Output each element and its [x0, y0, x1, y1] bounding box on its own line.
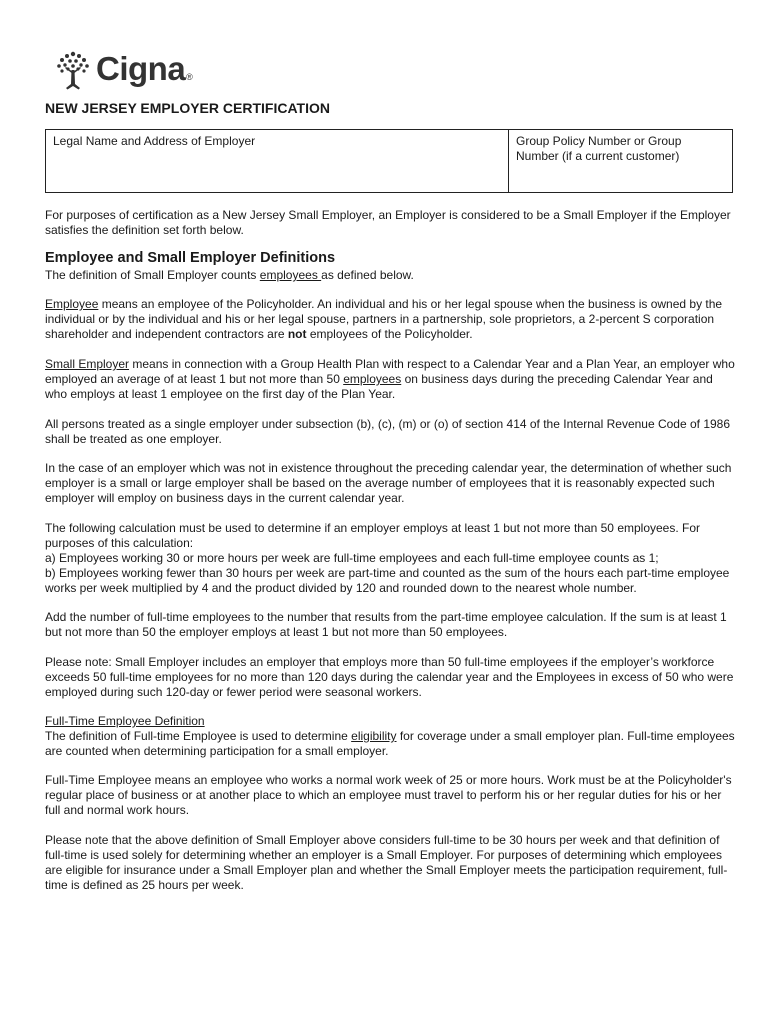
small-employer-definition	[45, 357, 735, 402]
ft-def-before: The definition of Full-time Employee is used to determine	[45, 729, 352, 743]
certification-table	[45, 129, 733, 193]
group-policy-field[interactable]	[509, 130, 732, 192]
calculation-intro: The following calculation must be used to determine if an employer employs at least 1 but not more than 50 employees. For purposes of this calculation:	[45, 521, 701, 550]
full-time-definition-block	[45, 714, 735, 759]
full-time-definition	[45, 729, 735, 759]
legal-name-label: Legal Name and Address of Employer	[53, 134, 256, 148]
definition-intro-before: The definition of Small Employer counts	[45, 268, 260, 282]
employee-text-after: employees of the Policyholder.	[306, 327, 473, 341]
eligibility-link: eligibility	[351, 729, 397, 743]
definition-intro-after: as defined below.	[321, 268, 414, 282]
small-employer-term: Small Employer	[45, 357, 130, 371]
single-employer-paragraph: All persons treated as a single employer under subsection (b), (c), (m) or (o) of section 414 of the Internal Revenue Code of 1986 shall be treated as one employer.	[45, 417, 731, 446]
calculation-item-a: a) Employees working 30 or more hours per week are full-time employees and each full-time employee counts as 1;	[45, 551, 659, 565]
legal-name-field[interactable]	[46, 130, 509, 192]
calculation-block	[45, 521, 735, 596]
tree-of-life-icon	[54, 50, 92, 92]
registered-mark: ®	[186, 72, 193, 82]
cigna-wordmark: Cigna	[96, 50, 186, 87]
employee-not: not	[287, 327, 307, 341]
add-number-paragraph: Add the number of full-time employees to the number that results from the part-time employee calculation. If the sum is at least 1 but not more than 50 the employer employs at least 1 but not more than 50 employees.	[45, 610, 727, 639]
full-time-heading: Full-Time Employee Definition	[45, 714, 205, 728]
intro-paragraph: For purposes of certification as a New Jersey Small Employer, an Employer is considered to be a Small Employer if the Employer satisfies the definition set forth below.	[45, 208, 731, 237]
employee-term: Employee	[45, 297, 99, 311]
small-employer-employees-link: employees	[343, 372, 402, 386]
full-time-means-paragraph: Full-Time Employee means an employee who works a normal work week of 25 or more hours. Work must be at the Policyholder's regular place of business or at another place to which an employee must travel to perform his or her regular duties for his or her full and normal work hours.	[45, 773, 732, 817]
employee-definition	[45, 297, 735, 342]
please-note-full-time: Please note that the above definition of Small Employer above considers full-time to be 30 hours per week and that definition of full-time is used solely for determining whether an employer is a Small Employer. For purposes of determining which employees are eligible for insurance under a Small Employer plan and whether the Small Employer meets the participation requirement, full-time is defined as 25 hours per week.	[45, 833, 728, 892]
cigna-logo	[54, 50, 193, 92]
definition-intro	[45, 268, 735, 283]
section-heading: Employee and Small Employer Definitions	[45, 250, 336, 266]
not-in-existence-paragraph: In the case of an employer which was not in existence throughout the preceding calendar year, the determination of whether such employer is a small or large employer shall be based on the average number of employees that it is reasonably expected such employer will employ on business days in the current calendar year.	[45, 461, 732, 505]
group-policy-label-line2: Number (if a current customer)	[516, 149, 680, 163]
small-employer-after: on business days during the preceding Calendar Year and who employs at least 1 employee on the first day of the Plan Year.	[45, 372, 713, 401]
employees-term-link: employees	[259, 268, 322, 282]
group-policy-label-line1: Group Policy Number or Group	[516, 134, 682, 148]
small-employer-before: means in connection with a Group Health Plan with respect to a Calendar Year and a Plan Year, an employer who employed an average of at least 1 but not more than 50	[45, 357, 735, 386]
ft-def-after: for coverage under a small employer plan. Full-time employees are counted when determining participation for a small employer.	[45, 729, 735, 758]
please-note-seasonal: Please note: Small Employer includes an employer that employs more than 50 full-time employees if the employer’s workforce exceeds 50 full-time employees for no more than 120 days during the calendar year and the Employees in excess of 50 who were employed during such 120-day or fewer period were seasonal workers.	[45, 655, 734, 699]
calculation-item-b: b) Employees working fewer than 30 hours per week are part-time and counted as the sum of the hours each part-time employee works per week multiplied by 4 and the product divided by 120 and rounded down to the nearest whole number.	[45, 566, 730, 595]
page-title: NEW JERSEY EMPLOYER CERTIFICATION	[45, 100, 330, 116]
employee-text-before: means an employee of the Policyholder. An individual and his or her legal spouse when the business is owned by the individual or by the individual and his or her legal spouse, partners in a partnership, sole proprietors, a 2-percent S corporation shareholder and independent contractors are	[45, 297, 723, 341]
